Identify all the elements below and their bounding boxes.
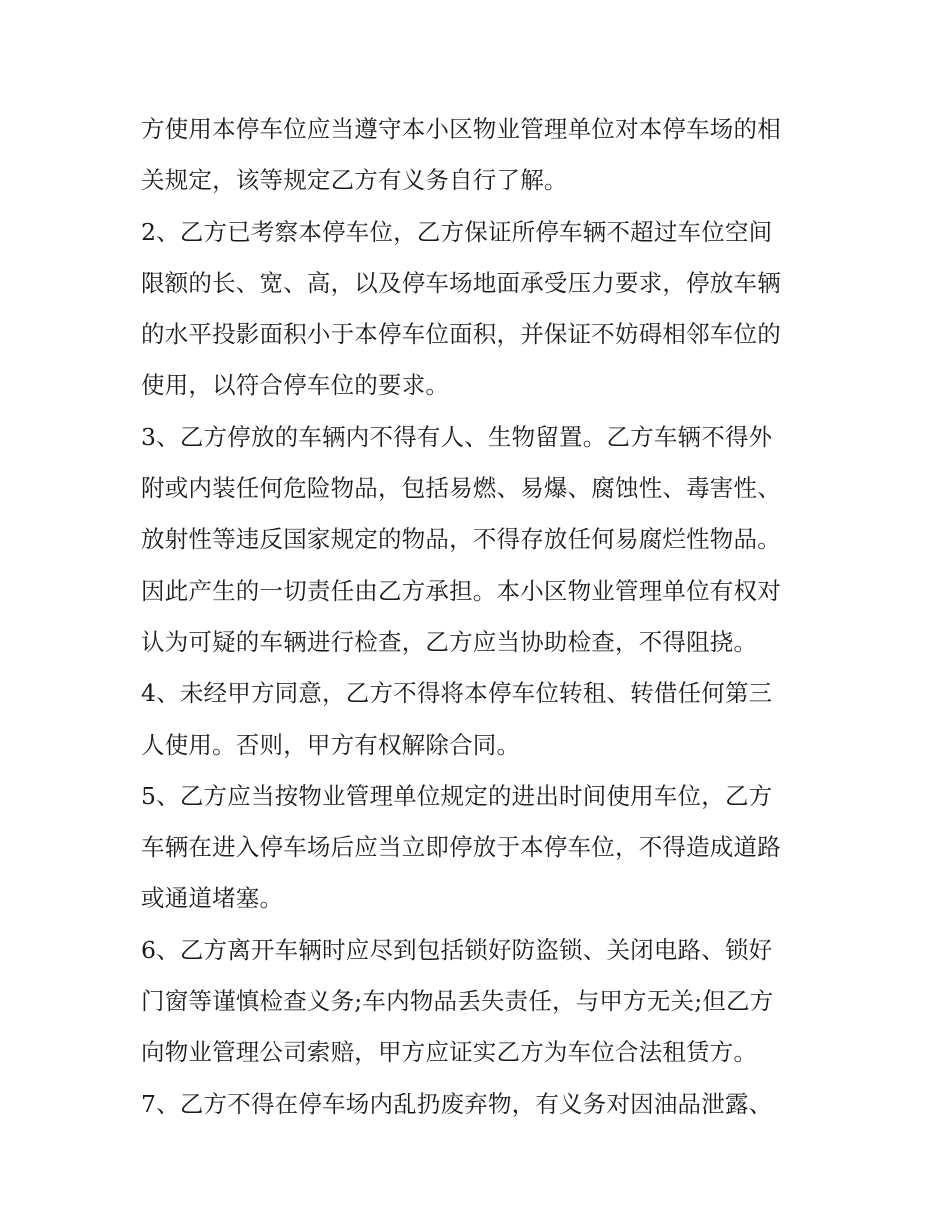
text-line: 放射性等违反国家规定的物品，不得存放任何易腐烂性物品。	[141, 525, 781, 554]
text-line: 向物业管理公司索赔，甲方应证实乙方为车位合法租赁方。	[141, 1038, 758, 1067]
text-line: 限额的长、宽、高，以及停车场地面承受压力要求，停放车辆	[141, 268, 781, 297]
contract-text-body	[141, 104, 821, 1130]
text-line: 门窗等谨慎检查义务;车内物品丢失责任，与甲方无关;但乙方	[141, 987, 774, 1016]
clause-3-line: 3、乙方停放的车辆内不得有人、生物留置。乙方车辆不得外	[141, 422, 773, 451]
clause-6-line: 6、乙方离开车辆时应尽到包括锁好防盗锁、关闭电路、锁好	[141, 935, 773, 964]
text-line: 附或内装任何危险物品，包括易燃、易爆、腐蚀性、毒害性、	[141, 474, 781, 503]
text-line: 人使用。否则，甲方有权解除合同。	[141, 730, 521, 759]
clause-5-line: 5、乙方应当按物业管理单位规定的进出时间使用车位，乙方	[141, 781, 773, 810]
text-line: 方使用本停车位应当遵守本小区物业管理单位对本停车场的相	[141, 115, 781, 143]
clause-7-line: 7、乙方不得在停车场内乱扔废弃物，有义务对因油品泄露、	[141, 1089, 773, 1118]
text-line: 关规定，该等规定乙方有义务自行了解。	[141, 166, 568, 195]
text-line: 或通道堵塞。	[141, 884, 284, 913]
clause-4-line: 4、未经甲方同意，乙方不得将本停车位转租、转借任何第三	[141, 679, 773, 708]
text-line: 因此产生的一切责任由乙方承担。本小区物业管理单位有权对	[141, 576, 781, 605]
text-line: 使用，以符合停车位的要求。	[141, 371, 450, 400]
text-line: 的水平投影面积小于本停车位面积，并保证不妨碍相邻车位的	[141, 320, 781, 349]
clause-2-line: 2、乙方已考察本停车位，乙方保证所停车辆不超过车位空间	[141, 217, 773, 246]
text-line: 车辆在进入停车场后应当立即停放于本停车位，不得造成道路	[141, 833, 781, 862]
text-line: 认为可疑的车辆进行检查，乙方应当协助检查，不得阻挠。	[141, 627, 758, 656]
